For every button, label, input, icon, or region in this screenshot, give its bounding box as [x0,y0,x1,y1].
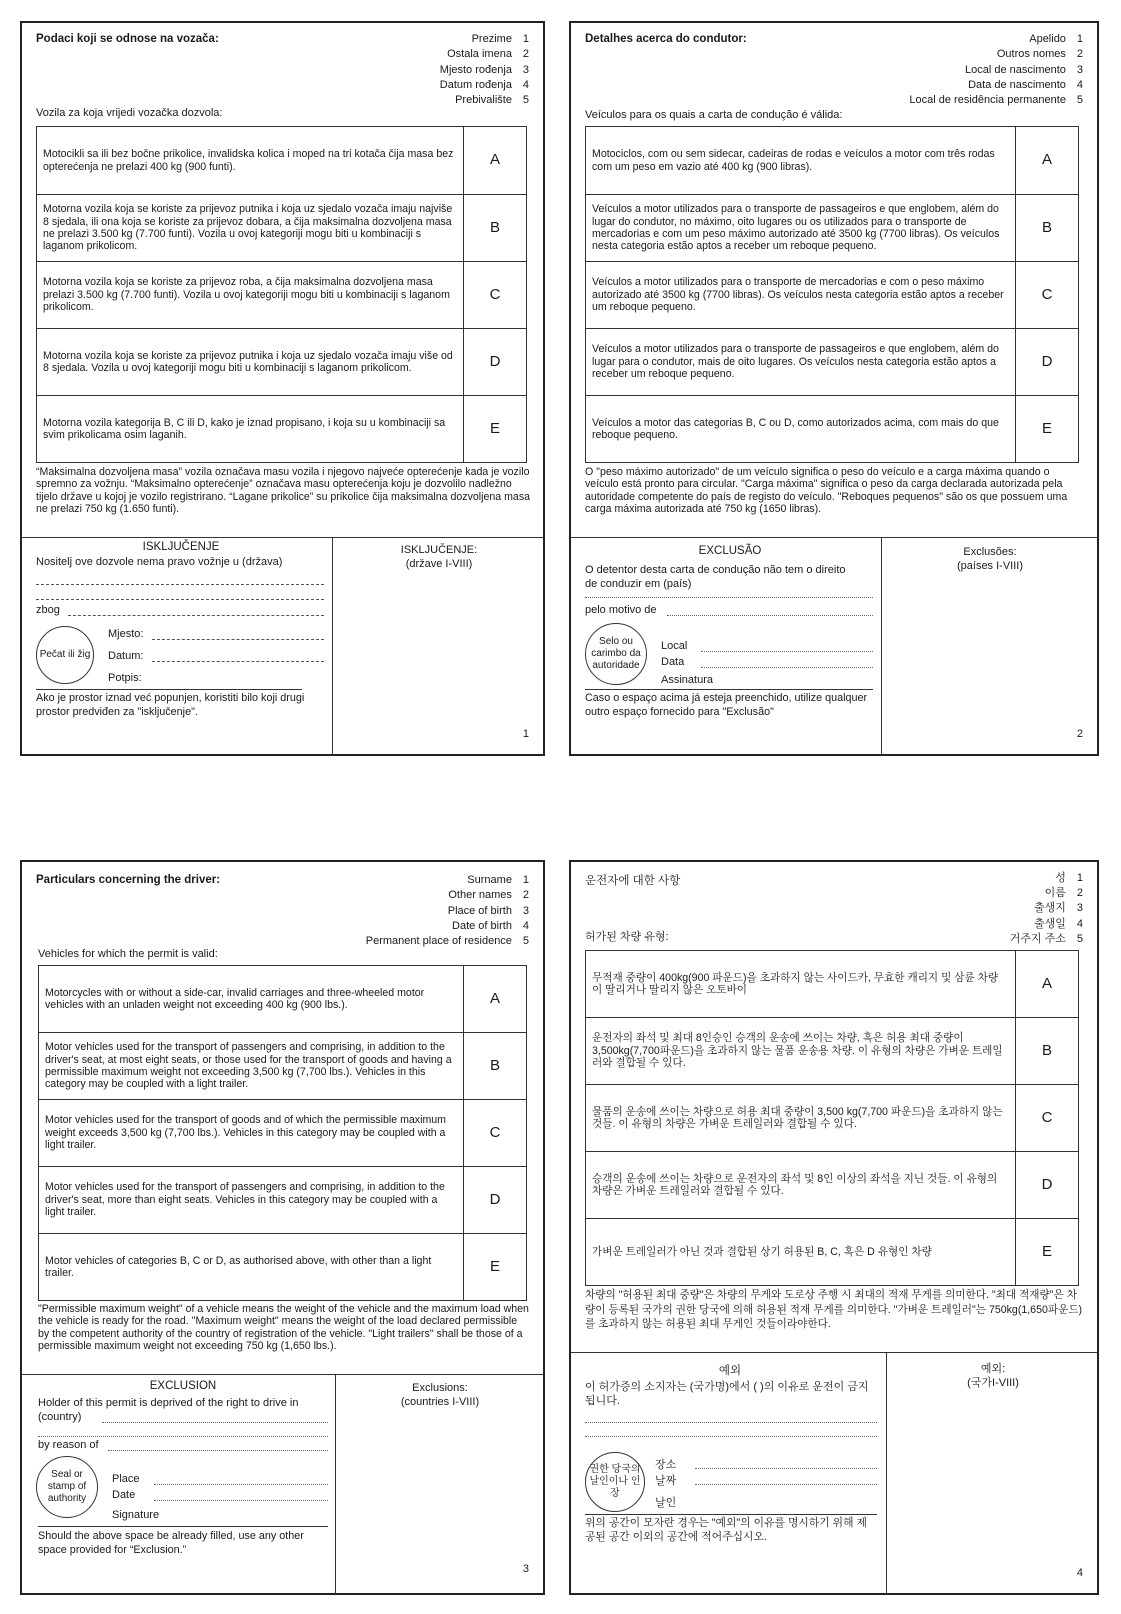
stamp-circle: 권한 당국의 날인이나 인장 [585,1452,645,1512]
category-description: Motor vehicles used for the transport of passengers and comprising, in addition to the driver's seat, more than eight seats. Vehicles in this category may be coupled with a light trailer. [39,1167,464,1234]
category-row [586,1018,1079,1085]
exclusions-countries: Exclusions: (countries I-VIII) [400,1382,480,1408]
category-description: Veículos a motor das categorias B, C ou D, como autorizados acima, com mais do que reboque pequeno. [586,396,1016,463]
category-row [39,1234,527,1301]
reason-field[interactable] [68,615,324,616]
particular-item: Place of birth 3 [447,904,529,917]
category-letter: A [464,127,527,195]
category-letter: E [1016,1219,1079,1286]
reason-field[interactable] [585,1422,877,1423]
signature-label: Potpis: [108,672,142,684]
exclusion-text: 이 허가증의 소지자는 (국가명)에서 ( )의 이유로 운전이 금지됩니다. [585,1381,869,1407]
category-row [37,329,527,396]
category-description: Motor vehicles of categories B, C or D, as authorised above, with other than a light trailer. [39,1234,464,1301]
category-letter: C [1016,262,1079,329]
page-number: 2 [1076,728,1083,740]
particular-item: Apelido 1 [1029,33,1083,45]
particular-item: Prebivalište 5 [455,94,529,107]
definitions-text: "Permissible maximum weight" of a vehicle means the weight of the vehicle and the maximum load when the vehicle is ready for the road. "Maximum weight" means the weight of the load declared permissible by the competent authority of the country of registration of the vehicle. "Light trailers" shall be those of a permissible maximum weight not exceeding 750 kg (1,650 lbs.). [38,1303,529,1352]
reason-label: pelo motivo de [585,604,657,616]
category-row [37,262,527,329]
country-field[interactable] [102,1422,328,1423]
category-row [37,396,527,463]
place-label: Place [112,1473,140,1485]
valid-for-label: Vehicles for which the permit is valid: [38,948,218,960]
divider [585,689,873,690]
particular-item: Datum rođenja 4 [439,78,529,91]
country-field[interactable] [38,1436,328,1437]
category-letter: A [1016,951,1079,1018]
country-field[interactable] [36,584,324,585]
definitions-text: “Maksimalna dozvoljena masa” vozila označava masu vozila i njegovo najveće opterećenje kada je vozilo spremno za vožnju. “Maksimalno opterećenje” označava masu opterećenja koju je dozvolilo nadležno tijelo države u kojoj je vozilo registrirano. “Lagane prikolice” su prikolice čija maksimalna dozvoljena masa ne prelazi 750 kg (1.650 funti). [36,466,531,515]
exclusions-countries: Exclusões: (países I-VIII) [956,546,1024,572]
category-description: Motorna vozila koja se koriste za prijevoz roba, a čija maksimalna dozvoljena masa prelazi 3.500 kg (7.700 funti). Vozila u ovoj kategoriji mogu biti u kombinaciji s laganom prikolicom. [37,262,464,329]
category-description: 승객의 운송에 쓰이는 차량으로 운전자의 좌석 및 8인 이상의 좌석을 지닌 것들. 이 유형의 차량은 가벼운 트레일러와 결합될 수 있다. [586,1152,1016,1219]
exclusions-countries: 예외: (국가I-VIII) [967,1363,1019,1389]
stamp-circle: Pečat ili žig [36,626,94,684]
category-description: 무적재 중량이 400kg(900 파운드)을 초과하지 않는 사이드카, 무효한 캐리지 및 삼륜 차량이 딸리거나 딸리지 않은 오토바이 [586,951,1016,1018]
divider [335,1374,336,1594]
category-description: Motorna vozila kategorija B, C ili D, kako je iznad propisano, i koja su u kombinaciji sa svim prikolicama osim laganih. [37,396,464,463]
page-english [20,860,545,1595]
category-letter: E [1016,396,1079,463]
category-row [586,329,1079,396]
category-row [586,195,1079,262]
particular-item: 성 1 [1055,872,1083,884]
particulars-list [366,873,529,949]
category-description: Motocikli sa ili bez bočne prikolice, invalidska kolica i moped na tri kotača čija masa bez opterećenja ne prelazi 400 kg (900 funti). [37,127,464,195]
page-number: 1 [522,728,529,740]
categories-table [36,126,527,463]
particular-item: Outros nomes 2 [996,48,1083,61]
category-description: Motorna vozila koja se koriste za prijevoz putnika i koja uz sjedalo vozača imaju više od 8 sjedala. Vozila u ovoj kategoriji mogu biti u kombinaciji s laganom prikolicom. [37,329,464,396]
date-label: Data [661,656,685,668]
footnote: Caso o espaço acima já esteja preenchido, utilize qualquer outro espaço fornecido para "Exclusão" [585,692,868,718]
category-letter: D [1016,1152,1079,1219]
category-description: Motor vehicles used for the transport of goods and of which the permissible maximum weight exceeds 3,500 kg (7,700 lbs.). Vehicles in this category may be coupled with a light trailer. [39,1100,464,1167]
particular-item: Prezime 1 [471,33,529,45]
divider [332,537,333,755]
category-letter: A [1016,127,1079,195]
particulars-list [1010,871,1083,947]
footnote: 위의 공간이 모자란 경우는 "예외"의 이유를 명시하기 위해 제공된 공간 이외의 공간에 적어주십시오. [585,1517,867,1543]
category-row [586,1219,1079,1286]
particular-item: Permanent place of residence 5 [365,935,529,948]
page-portuguese [569,21,1099,756]
category-row [37,127,527,195]
particular-item: Surname 1 [467,874,529,886]
valid-for-label: Vozila za koja vrijedi vozačka dozvola: [36,107,223,119]
category-letter: B [464,1033,527,1100]
category-description: Veículos a motor utilizados para o transporte de mercadorias e com o peso máximo autorizado até 3500 kg (7700 libras). Os veículos nesta categoria estão aptos a receber um reboque pequeno. [586,262,1016,329]
page-number: 3 [522,1563,529,1575]
definitions-text: 차량의 "허용된 최대 중량"은 차량의 무게와 도로상 주행 시 최대의 적재 무게를 의미한다. "최대 적재량"은 차량이 등록된 국가의 권한 당국에 의해 허용된 적재 무게를 의미한다. "가벼운 트레일러"는 750kg(1,650파운드)를 초과하지 않는 허용된 최대 무게인 것들이라야한다. [585,1289,1083,1330]
reason-field[interactable] [585,1436,877,1437]
category-row [586,1085,1079,1152]
place-label: 장소 [655,1459,677,1471]
reason-field[interactable] [108,1450,328,1451]
page-header: 운전자에 대한 사항 [585,875,681,887]
exclusion-title: ISKLJUČENJE [142,541,220,553]
place-field[interactable] [152,639,324,640]
exclusion-text: Holder of this permit is deprived of the right to drive in (country) [38,1397,299,1423]
category-description: 운전자의 좌석 및 최대 8인승인 승객의 운송에 쓰이는 차량, 혹은 허용 최대 중량이 3,500kg(7,700파운드)을 초과하지 않는 물품 운송용 차량. 이 유형의 차량은 가벼운 트레일러와 결합될 수 있다. [586,1018,1016,1085]
divider [881,537,882,755]
date-field[interactable] [701,667,873,668]
category-row [586,396,1079,463]
divider [571,1352,1097,1353]
category-row [37,195,527,262]
reason-label: zbog [36,604,60,616]
stamp-circle: Seal or stamp of authority [36,1456,98,1518]
particular-item: 거주지 주소 5 [1009,932,1083,945]
divider [571,537,1097,538]
category-row [586,262,1079,329]
particular-item: Data de nascimento 4 [968,78,1083,91]
country-field[interactable] [585,597,873,598]
place-field[interactable] [701,651,873,652]
category-description: Motociclos, com ou sem sidecar, cadeiras de rodas e veículos a motor com três rodas com um peso em vazio até 400 kg (900 libras). [586,127,1016,195]
category-description: 가벼운 트레일러가 아닌 것과 결합된 상기 허용된 B, C, 혹은 D 유형인 차량 [586,1219,1016,1286]
signature-label: 날인 [655,1497,677,1509]
category-letter: B [1016,1018,1079,1085]
divider [36,689,302,690]
category-description: Veículos a motor utilizados para o transporte de passageiros e que englobem, além do lugar do condutor, no máximo, oito lugares ou os utilizados para o transporte de mercadorias e com um peso máximo autorizado até 3500 kg (7700 libras). Os veículos nesta categoria estão aptos a receber um reboque pequeno. [586,195,1016,262]
particular-item: Date of birth 4 [452,919,529,932]
particular-item: Ostala imena 2 [447,48,529,61]
category-description: Motorcycles with or without a side-car, invalid carriages and three-wheeled motor vehicles with an unladen weight not exceeding 400 kg (900 lbs.). [39,966,464,1033]
category-row [586,127,1079,195]
date-field[interactable] [152,661,324,662]
category-letter: C [1016,1085,1079,1152]
category-description: 물품의 운송에 쓰이는 차량으로 허용 최대 중량이 3,500 kg(7,700 파운드)을 초과하지 않는 것들. 이 유형의 차량은 가벼운 트레일러와 결합될 수 있다. [586,1085,1016,1152]
particulars-list [440,32,529,108]
category-row [39,1100,527,1167]
divider [585,1514,877,1515]
exclusion-text: O detentor desta carta de condução não tem o direito de conduzir em (país) [585,564,846,590]
divider [22,537,543,538]
signature-label: Assinatura [661,674,713,686]
date-label: Date [112,1489,136,1501]
particular-item: Local de residência permanente 5 [909,94,1083,107]
category-letter: B [464,195,527,262]
place-label: Mjesto: [108,628,144,640]
footnote: Ako je prostor iznad već popunjen, koristiti bilo koji drugi prostor predviđen za "isključenje". [36,692,305,718]
page-korean [569,860,1099,1595]
page-croatian [20,21,545,756]
page-header: Particulars concerning the driver: [36,874,221,886]
particular-item: 출생일 4 [1034,917,1083,930]
particular-item: Mjesto rođenja 3 [439,63,529,76]
page-number: 4 [1076,1567,1083,1579]
category-row [39,1033,527,1100]
stamp-circle: Selo ou carimbo da autoridade [585,623,647,685]
particular-item: 이름 2 [1044,887,1083,900]
exclusion-title: EXCLUSION [149,1380,217,1392]
valid-for-label: Veículos para os quais a carta de condução é válida: [585,109,843,121]
particulars-list [909,32,1083,108]
category-letter: C [464,262,527,329]
date-field[interactable] [695,1484,877,1485]
place-field[interactable] [695,1468,877,1469]
exclusion-text: Nositelj ove dozvole nema pravo vožnje u (država) [36,556,283,568]
divider [886,1352,887,1594]
reason-label: by reason of [38,1439,99,1451]
page-header: Podaci koji se odnose na vozača: [36,33,219,45]
particular-item: Local de nascimento 3 [965,63,1083,76]
category-row [39,966,527,1033]
date-label: 날짜 [655,1475,677,1487]
category-letter: A [464,966,527,1033]
divider [22,1374,543,1375]
particular-item: Other names 2 [448,889,529,902]
category-row [39,1167,527,1234]
exclusion-title: EXCLUSÃO [698,545,762,557]
categories-table [38,965,527,1301]
place-label: Local [661,640,688,652]
category-letter: E [464,396,527,463]
valid-for-label: 허가된 차량 유형: [585,931,669,943]
date-field[interactable] [154,1500,328,1501]
category-letter: B [1016,195,1079,262]
category-letter: D [1016,329,1079,396]
category-letter: C [464,1100,527,1167]
categories-table [585,950,1079,1286]
signature-label: Signature [112,1509,160,1521]
reason-field[interactable] [667,615,873,616]
category-letter: D [464,1167,527,1234]
category-row [586,951,1079,1018]
category-letter: D [464,329,527,396]
category-row [586,1152,1079,1219]
category-description: Motor vehicles used for the transport of passengers and comprising, in addition to the driver's seat, at most eight seats, or those used for the transport of goods and having a permissible maximum weight not exceeding 3,500 kg (7,700 lbs.). Vehicles in this category may be coupled with a light trailer. [39,1033,464,1100]
place-field[interactable] [154,1484,328,1485]
categories-table [585,126,1079,463]
divider [38,1526,328,1527]
exclusion-title: 예외 [718,1365,742,1377]
category-description: Motorna vozila koja se koriste za prijevoz putnika i koja uz sjedalo vozača imaju najviše 8 sjedala, ili ona koja se koriste za prijevoz dobara, a čija maksimalna dozvoljena masa ne prelazi 3.500 kg (7.700 funti). Vozila u ovoj kategoriji mogu biti u kombinaciji s laganom prikolicom. [37,195,464,262]
category-letter: E [464,1234,527,1301]
exclusions-countries: ISKLJUČENJE: (države I-VIII) [400,544,478,570]
definitions-text: O "peso máximo autorizado" de um veículo significa o peso do veículo e a carga máxima quando o veículo está pronto para circular. "Carga máxima" significa o peso da carga declarada autorizada pela autoridade competente do país de registo do veículo. "Reboques pequenos" são os que possuem uma carga máxima autorizada até 750 kg (1650 libras). [585,466,1068,515]
page-header: Detalhes acerca do condutor: [585,33,747,45]
particular-item: 출생지 3 [1034,902,1083,915]
footnote: Should the above space be already filled, use any other space provided for “Exclusion.” [38,1530,304,1556]
country-field[interactable] [36,599,324,600]
date-label: Datum: [108,650,144,662]
category-description: Veículos a motor utilizados para o transporte de passageiros e que englobem, além do lugar para o condutor, mais de oito lugares. Os veículos nesta categoria estão aptos a receber um reboque pequeno. [586,329,1016,396]
